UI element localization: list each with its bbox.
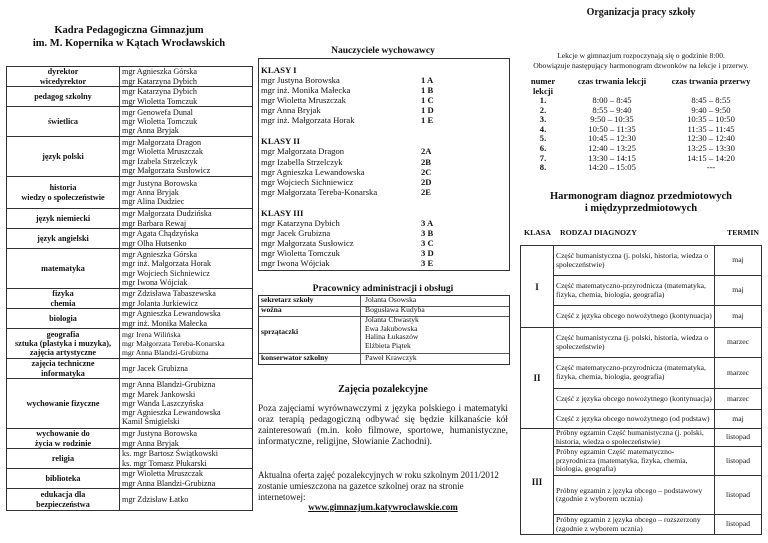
homeroom-title: Nauczyciele wychowawcy <box>331 46 435 56</box>
diag-row <box>521 306 762 328</box>
homeroom-class: 3 C <box>421 238 434 249</box>
staff-row <box>7 469 253 489</box>
diag-term: listopad <box>715 515 762 535</box>
bell-lesson-time: 10:45 – 12:30 <box>588 133 636 144</box>
homeroom-row <box>261 75 509 85</box>
homeroom-row <box>261 167 509 177</box>
diag-header-termin: TERMIN <box>727 228 760 237</box>
staff-role: historia wiedzy o społeczeństwie <box>7 177 120 209</box>
homeroom-class: 3 D <box>421 248 434 259</box>
staff-role: zajęcia techniczne informatyka <box>7 359 120 379</box>
homeroom-teacher: mgr Anna Bryjak <box>261 105 321 116</box>
homeroom-class: 1 E <box>421 115 434 126</box>
diag-title <box>520 191 762 215</box>
diag-term: maj <box>715 276 762 306</box>
homeroom-teacher: mgr Małgorzata Dragon <box>261 146 345 157</box>
staff-role: język polski <box>7 137 120 177</box>
diag-row <box>521 276 762 306</box>
bell-lesson-number: 4. <box>539 123 547 134</box>
staff-names: mgr Małgorzata Dudzińska mgr Barbara Rewaj <box>120 209 253 229</box>
admin-role: konserwator szkolny <box>261 353 329 362</box>
bell-lesson-time: 10:50 – 11:35 <box>588 123 636 134</box>
staff-names: mgr Agnieszka Lewandowska mgr inż. Monika Małecka <box>120 309 253 329</box>
bell-break-time: 9:40 – 9:50 <box>691 104 731 115</box>
diag-description: Próbny egzamin Część humanistyczna (j. polski, historia, wiedza o społeczeństwie) <box>554 429 715 447</box>
bell-lesson-number: 7. <box>539 152 547 163</box>
admin-names: Paweł Krawczyk <box>365 353 417 362</box>
diag-header-klasa: KLASA <box>524 228 551 237</box>
homeroom-class: 2E <box>421 186 432 197</box>
homeroom-teacher: mgr Wioletta Tomczuk <box>261 248 340 259</box>
homeroom-teacher: mgr Katarzyna Dybich <box>261 217 340 228</box>
homeroom-group-header: KLASY I <box>261 65 297 75</box>
staff-title <box>6 24 252 50</box>
homeroom-class: 1 A <box>421 75 434 85</box>
bell-break-time: 8:45 – 8:55 <box>691 95 731 105</box>
staff-row <box>7 309 253 329</box>
staff-names: mgr Zdzisław Łatko <box>120 489 253 511</box>
homeroom-row <box>261 115 509 125</box>
staff-names: mgr Zdzisława Tabaszewska mgr Jolanta Jurkiewicz <box>120 289 253 309</box>
bell-header <box>522 76 762 96</box>
diag-header-rodzaj: RODZAJ DIAGNOZY <box>560 228 637 237</box>
extra-title: Zajęcia pozalekcyjne <box>338 384 428 395</box>
admin-box <box>258 295 510 365</box>
diag-description: Próbny egzamin z języka obcego – rozszerzony (zgodnie z wyborem ucznia) <box>554 515 715 535</box>
homeroom-class: 2D <box>421 176 432 187</box>
org-note1-text: Lekcje w gimnazjum rozpoczynają się o godzinie 8:00. <box>557 51 725 60</box>
staff-names: mgr Agnieszka Górska mgr inż. Małgorzata Horak mgr Wojciech Sichniewicz mgr Iwona Wójciak <box>120 249 253 289</box>
homeroom-row <box>261 95 509 105</box>
diag-title-line2: i międzyprzedmiotowych <box>584 203 698 214</box>
admin-role: woźna <box>261 305 282 314</box>
diag-description: Część humanistyczna (j. polski, historia, wiedza o społeczeństwie) <box>554 246 715 276</box>
staff-row <box>7 67 253 87</box>
bell-break-time: 10:35 – 10:50 <box>687 114 735 125</box>
diag-term: maj <box>715 306 762 328</box>
staff-names: mgr Justyna Borowska mgr Anna Bryjak mgr Alina Dudziec <box>120 177 253 209</box>
admin-role: sekretarz szkoły <box>261 295 314 304</box>
homeroom-teacher: mgr Wojciech Sichniewicz <box>261 176 354 187</box>
bell-row <box>522 163 762 173</box>
bell-break-time: --- <box>706 162 716 173</box>
staff-row <box>7 107 253 137</box>
bell-lesson-time: 8:00 – 8:45 <box>592 95 632 105</box>
homeroom-class: 1 D <box>421 105 434 116</box>
staff-role: wychowanie do życia w rodzinie <box>7 429 120 449</box>
staff-table <box>6 66 253 511</box>
diag-row <box>521 328 762 358</box>
staff-role: świetlica <box>7 107 120 137</box>
homeroom-teacher: mgr Jacek Grubizna <box>261 228 331 239</box>
homeroom-row <box>261 258 509 268</box>
admin-names: Bogusława Kudyba <box>365 305 425 314</box>
homeroom-teacher: mgr Małgorzata Susłowicz <box>261 238 354 249</box>
staff-names: mgr Jacek Grubizna <box>120 359 253 379</box>
diag-klasa: I <box>521 246 554 328</box>
website-link[interactable]: www.gimnazjum.katywroclawskie.com <box>308 502 458 512</box>
diag-row <box>521 429 762 447</box>
staff-role: biblioteka <box>7 469 120 489</box>
homeroom-teacher: mgr Iwona Wójciak <box>261 258 330 269</box>
homeroom-teacher: mgr inż. Monika Małecka <box>261 85 351 96</box>
homeroom-row <box>261 157 509 167</box>
diag-row <box>521 410 762 429</box>
bell-lesson-time: 14:20 – 15:05 <box>588 162 636 173</box>
org-title: Organizacja pracy szkoły <box>586 7 696 18</box>
homeroom-teacher: mgr Wioletta Mruszczak <box>261 95 346 106</box>
staff-row <box>7 87 253 107</box>
homeroom-row <box>261 146 509 156</box>
bell-lesson-number: 2. <box>539 104 547 115</box>
diag-term: marzec <box>715 389 762 410</box>
diag-row <box>521 515 762 535</box>
homeroom-box <box>258 58 510 271</box>
homeroom-row <box>261 85 509 95</box>
bell-lesson-time: 9:50 – 10:35 <box>590 114 634 125</box>
homeroom-class: 3 B <box>421 228 434 239</box>
diag-klasa: II <box>521 328 554 429</box>
homeroom-class: 2C <box>421 166 432 177</box>
staff-row <box>7 209 253 229</box>
homeroom-class: 2A <box>421 146 432 157</box>
bell-lesson-number: 8. <box>539 162 547 173</box>
staff-row <box>7 489 253 511</box>
homeroom-row <box>261 187 509 197</box>
bell-lesson-time: 8:55 – 9:40 <box>592 104 632 115</box>
diag-description: Część humanistyczna (j. polski, historia, wiedza o społeczeństwie) <box>554 328 715 358</box>
diag-term: maj <box>715 410 762 429</box>
diag-term: listopad <box>715 447 762 476</box>
homeroom-teacher: mgr Justyna Borowska <box>261 75 340 85</box>
org-note2: Obowiązuje następujący harmonogram dzwonków na lekcje i przerwy. <box>533 61 749 70</box>
homeroom-row <box>261 218 509 228</box>
staff-names: mgr Katarzyna Dybich mgr Wioletta Tomczuk <box>120 87 253 107</box>
staff-row <box>7 177 253 209</box>
homeroom-row <box>261 177 509 187</box>
homeroom-teacher: mgr Agnieszka Lewandowska <box>261 166 365 177</box>
bell-break-time: 13:25 – 13:30 <box>687 142 735 153</box>
bell-lesson-time: 12:40 – 13:25 <box>588 142 636 153</box>
bell-row <box>522 154 762 164</box>
bell-lesson-number: 3. <box>539 114 547 125</box>
staff-role: fizyka chemia <box>7 289 120 309</box>
staff-role: pedagog szkolny <box>7 87 120 107</box>
staff-role: dyrektor wicedyrektor <box>7 67 120 87</box>
admin-divider <box>259 316 509 317</box>
diag-description: Część z języka obcego nowożytnego (kontynuacja) <box>554 306 715 328</box>
staff-role: wychowanie fizyczne <box>7 379 120 429</box>
homeroom-class: 1 C <box>421 95 434 106</box>
admin-title: Pracownicy administracji i obsługi <box>312 284 454 294</box>
extra-para1: Poza zajęciami wyrównawczymi z języka polskiego i matematyki oraz terapią pedagogiczną odbywać się będzie kilkanaście kół zainteresowań (m.in. koło filmowe, sportowe, humanistyczne, informatyczne, religijne, Słowianie Zachodni). <box>258 404 508 447</box>
diag-table <box>520 245 762 535</box>
bell-header-num: numer lekcji <box>530 76 556 96</box>
bell-header-lesson: czas trwania lekcji <box>577 76 647 86</box>
staff-role: język angielski <box>7 229 120 249</box>
bell-lesson-number: 6. <box>539 142 547 153</box>
staff-names: ks. mgr Bartosz Świątkowski ks. mgr Tomasz Płukarski <box>120 449 253 469</box>
admin-divider <box>259 306 509 307</box>
bell-break-time: 11:35 – 11:45 <box>687 123 735 134</box>
bell-break-time: 12:30 – 12:40 <box>687 133 735 144</box>
diag-description: Część matematyczno-przyrodnicza (matematyka, fizyka, chemia, biologia, geografia) <box>554 276 715 306</box>
homeroom-group-header: KLASY II <box>261 136 301 147</box>
bell-lesson-number: 1. <box>539 95 547 105</box>
staff-names: mgr Genowefa Dunal mgr Wioletta Tomczuk mgr Anna Bryjak <box>120 107 253 137</box>
bell-schedule <box>522 76 762 173</box>
staff-role: edukacja dla bezpieczeństwa <box>7 489 120 511</box>
homeroom-class: 2B <box>421 156 432 167</box>
diag-row <box>521 476 762 515</box>
staff-row <box>7 229 253 249</box>
staff-names: mgr Justyna Borowska mgr Anna Bryjak <box>120 429 253 449</box>
staff-role: religia <box>7 449 120 469</box>
diag-title-line1: Harmonogram diagnoz przedmiotowych <box>550 191 732 202</box>
homeroom-teacher: mgr inż. Małgorzata Horak <box>261 115 355 126</box>
bell-header-break: czas trwania przerwy <box>671 76 751 86</box>
diag-description: Część z języka obcego nowożytnego (kontynuacja) <box>554 389 715 410</box>
staff-role: biologia <box>7 309 120 329</box>
homeroom-row <box>261 105 509 115</box>
diag-description: Część z języka obcego nowożytnego (od podstaw) <box>554 410 715 429</box>
staff-row <box>7 249 253 289</box>
admin-names: Jolanta Chwastyk Ewa Jakubowska Halina Łukaszów Elżbieta Piątek <box>365 315 419 350</box>
staff-row <box>7 429 253 449</box>
diag-row <box>521 246 762 276</box>
admin-role: sprzątaczki <box>261 327 299 336</box>
diag-description: Próbny egzamin z języka obcego – podstawowy (zgodnie z wyborem ucznia) <box>554 476 715 515</box>
admin-names: Jolanta Osowska <box>365 295 417 304</box>
diag-row <box>521 389 762 410</box>
homeroom-class: 3 A <box>421 217 434 228</box>
staff-row <box>7 329 253 359</box>
staff-names: mgr Agnieszka Górska mgr Katarzyna Dybich <box>120 67 253 87</box>
extra-para2: Aktualna oferta zajęć pozalekcyjnych w roku szkolnym 2011/2012 zostanie umieszczona na gazetce szkolnej oraz na stronie internetowej: <box>258 470 499 502</box>
staff-role: język niemiecki <box>7 209 120 229</box>
staff-row <box>7 289 253 309</box>
staff-title-line1: Kadra Pedagogiczna Gimnazjum <box>54 25 204 36</box>
staff-row <box>7 449 253 469</box>
diag-description: Próbny egzamin Część matematyczno-przyrodnicza (matematyka, fizyka, chemia, biologia, geografia) <box>554 447 715 476</box>
bell-break-time: 14:15 – 14:20 <box>687 152 735 163</box>
diag-row <box>521 358 762 389</box>
homeroom-row <box>261 228 509 238</box>
diag-description: Część matematyczno-przyrodnicza (matematyka, fizyka, chemia, biologia, geografia) <box>554 358 715 389</box>
staff-row <box>7 137 253 177</box>
staff-role: geografia sztuka (plastyka i muzyka), zajęcia artystyczne <box>7 329 120 359</box>
staff-role: matematyka <box>7 249 120 289</box>
homeroom-row <box>261 248 509 258</box>
bell-lesson-number: 5. <box>539 133 547 144</box>
homeroom-class: 1 B <box>421 85 434 96</box>
diag-klasa: III <box>521 429 554 535</box>
staff-names: mgr Irena Wilińska mgr Małgorzata Tereba-Konarska mgr Anna Blandzi-Grubizna <box>120 329 253 359</box>
diag-term: maj <box>715 246 762 276</box>
staff-names: mgr Małgorzata Dragon mgr Wioletta Mruszczak mgr Izabela Strzelczyk mgr Małgorzata Susłowicz <box>120 137 253 177</box>
homeroom-teacher: mgr Izabella Strzelczyk <box>261 156 343 167</box>
staff-names: mgr Anna Blandzi-Grubizna mgr Marek Jankowski mgr Wanda Laszczyńska mgr Agnieszka Lewandowska Kamil Śmigielski <box>120 379 253 429</box>
diag-term: marzec <box>715 358 762 389</box>
diag-row <box>521 447 762 476</box>
homeroom-row <box>261 238 509 248</box>
staff-row <box>7 379 253 429</box>
staff-names: mgr Wioletta Mruszczak mgr Anna Blandzi-Grubizna <box>120 469 253 489</box>
homeroom-teacher: mgr Małgorzata Tereba-Konarska <box>261 186 378 197</box>
staff-names: mgr Agata Chądzyńska mgr Olha Hutsenko <box>120 229 253 249</box>
diag-term: marzec <box>715 328 762 358</box>
org-note1 <box>520 52 762 61</box>
homeroom-group-header: KLASY III <box>261 207 304 218</box>
diag-term: listopad <box>715 429 762 447</box>
bell-lesson-time: 13:30 – 14:15 <box>588 152 636 163</box>
admin-divider <box>259 353 509 354</box>
staff-row <box>7 359 253 379</box>
staff-title-line2: im. M. Kopernika w Kątach Wrocławskich <box>32 38 226 49</box>
homeroom-class: 3 E <box>421 258 434 269</box>
diag-term: listopad <box>715 476 762 515</box>
